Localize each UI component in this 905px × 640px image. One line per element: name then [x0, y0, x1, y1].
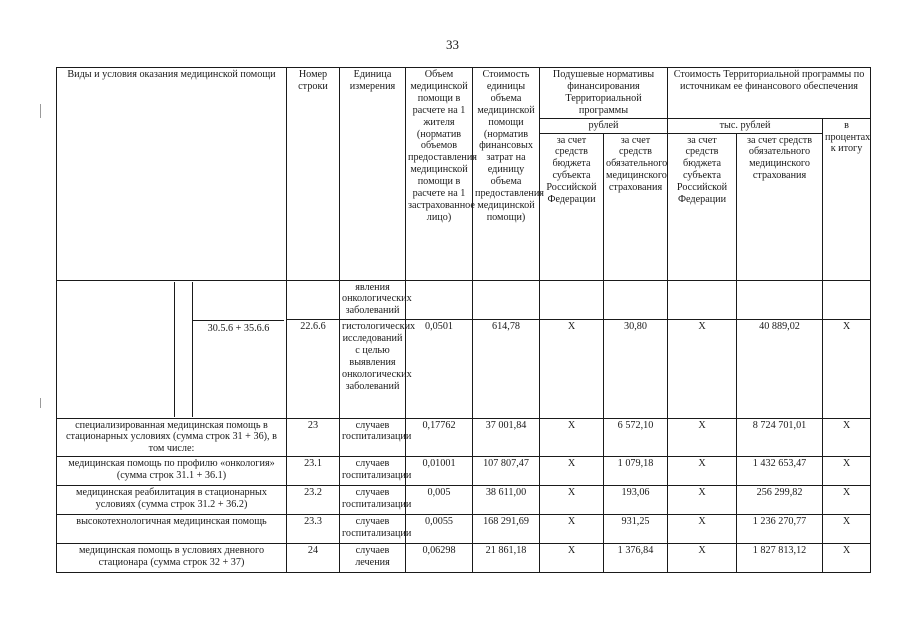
program-cost-table [56, 67, 871, 573]
unit-continued: явления онкологических заболеваний [340, 280, 406, 320]
table-row: медицинская помощь в условиях дневного стационара (сумма строк 32 + 37) 24 случаев лечения 0,06298 21 861,18 X 1 376,84 X 1 827 813,12 X [57, 544, 871, 573]
header-prog-budget: за счет средств бюджета субъекта Российской Федерации [668, 133, 737, 280]
header-program-cost: Стоимость Территориальной программы по источникам ее финансового обеспечения [668, 68, 871, 119]
header-percent: в процентах к итогу [823, 118, 871, 280]
header-unit-rubles: рублей [540, 118, 668, 133]
table-row: медицинская реабилитация в стационарных условиях (сумма строк 31.2 + 36.2) 23.2 случаев госпитализации 0,005 38 611,00 X 193,06 X 256 299,82 X [57, 486, 871, 515]
header-unit: Единица измерения [340, 68, 406, 281]
scan-mark [40, 104, 41, 118]
header-volume: Объем медицинской помощи в расчете на 1 жителя (норматив объемов предоставления медицинской помощи в расчете на 1 застрахованное лицо) [406, 68, 473, 281]
table-row-continued [57, 280, 871, 320]
table-row: высокотехнологичная медицинская помощь 23.3 случаев госпитализации 0,0055 168 291,69 X 931,25 X 1 236 270,77 X [57, 515, 871, 544]
formula-text: 30.5.6 + 35.6.6 [193, 320, 284, 417]
table-row-22-6-6: 22.6.6 гистологических исследований с целью выявления онкологических заболеваний 0,0501 614,78 X 30,80 X 40 889,02 X [57, 320, 871, 418]
header-prog-oms: за счет средств обязательного медицинского страхования [737, 133, 823, 280]
header-service-type: Виды и условия оказания медицинской помощи [57, 68, 287, 281]
header-unit-thousand-rubles: тыс. рублей [668, 118, 823, 133]
nested-name-cell [57, 280, 287, 418]
table-row: медицинская помощь по профилю «онкология» (сумма строк 31.1 + 36.1) 23.1 случаев госпитализации 0,01001 107 807,47 X 1 079,18 X 1 432 653,47 X [57, 457, 871, 486]
header-per-capita-norms: Подушевые нормативы финансирования Территориальной программы [540, 68, 668, 119]
header-norm-oms: за счет средств обязательного медицинского страхования [604, 133, 668, 280]
header-row-number: Номер строки [287, 68, 340, 281]
scan-mark [40, 398, 41, 408]
page-number: 33 [446, 37, 459, 52]
header-row-1 [57, 68, 871, 119]
header-norm-budget: за счет средств бюджета субъекта Российской Федерации [540, 133, 604, 280]
table-row: специализированная медицинская помощь в стационарных условиях (сумма строк 31 + 36), в том числе: 23 случаев госпитализации 0,17762 37 001,84 X 6 572,10 X 8 724 701,01 X [57, 418, 871, 457]
header-unit-cost: Стоимость единицы объема медицинской помощи (норматив финансовых затрат на единицу объема предоставления медицинской помощи) [473, 68, 540, 281]
